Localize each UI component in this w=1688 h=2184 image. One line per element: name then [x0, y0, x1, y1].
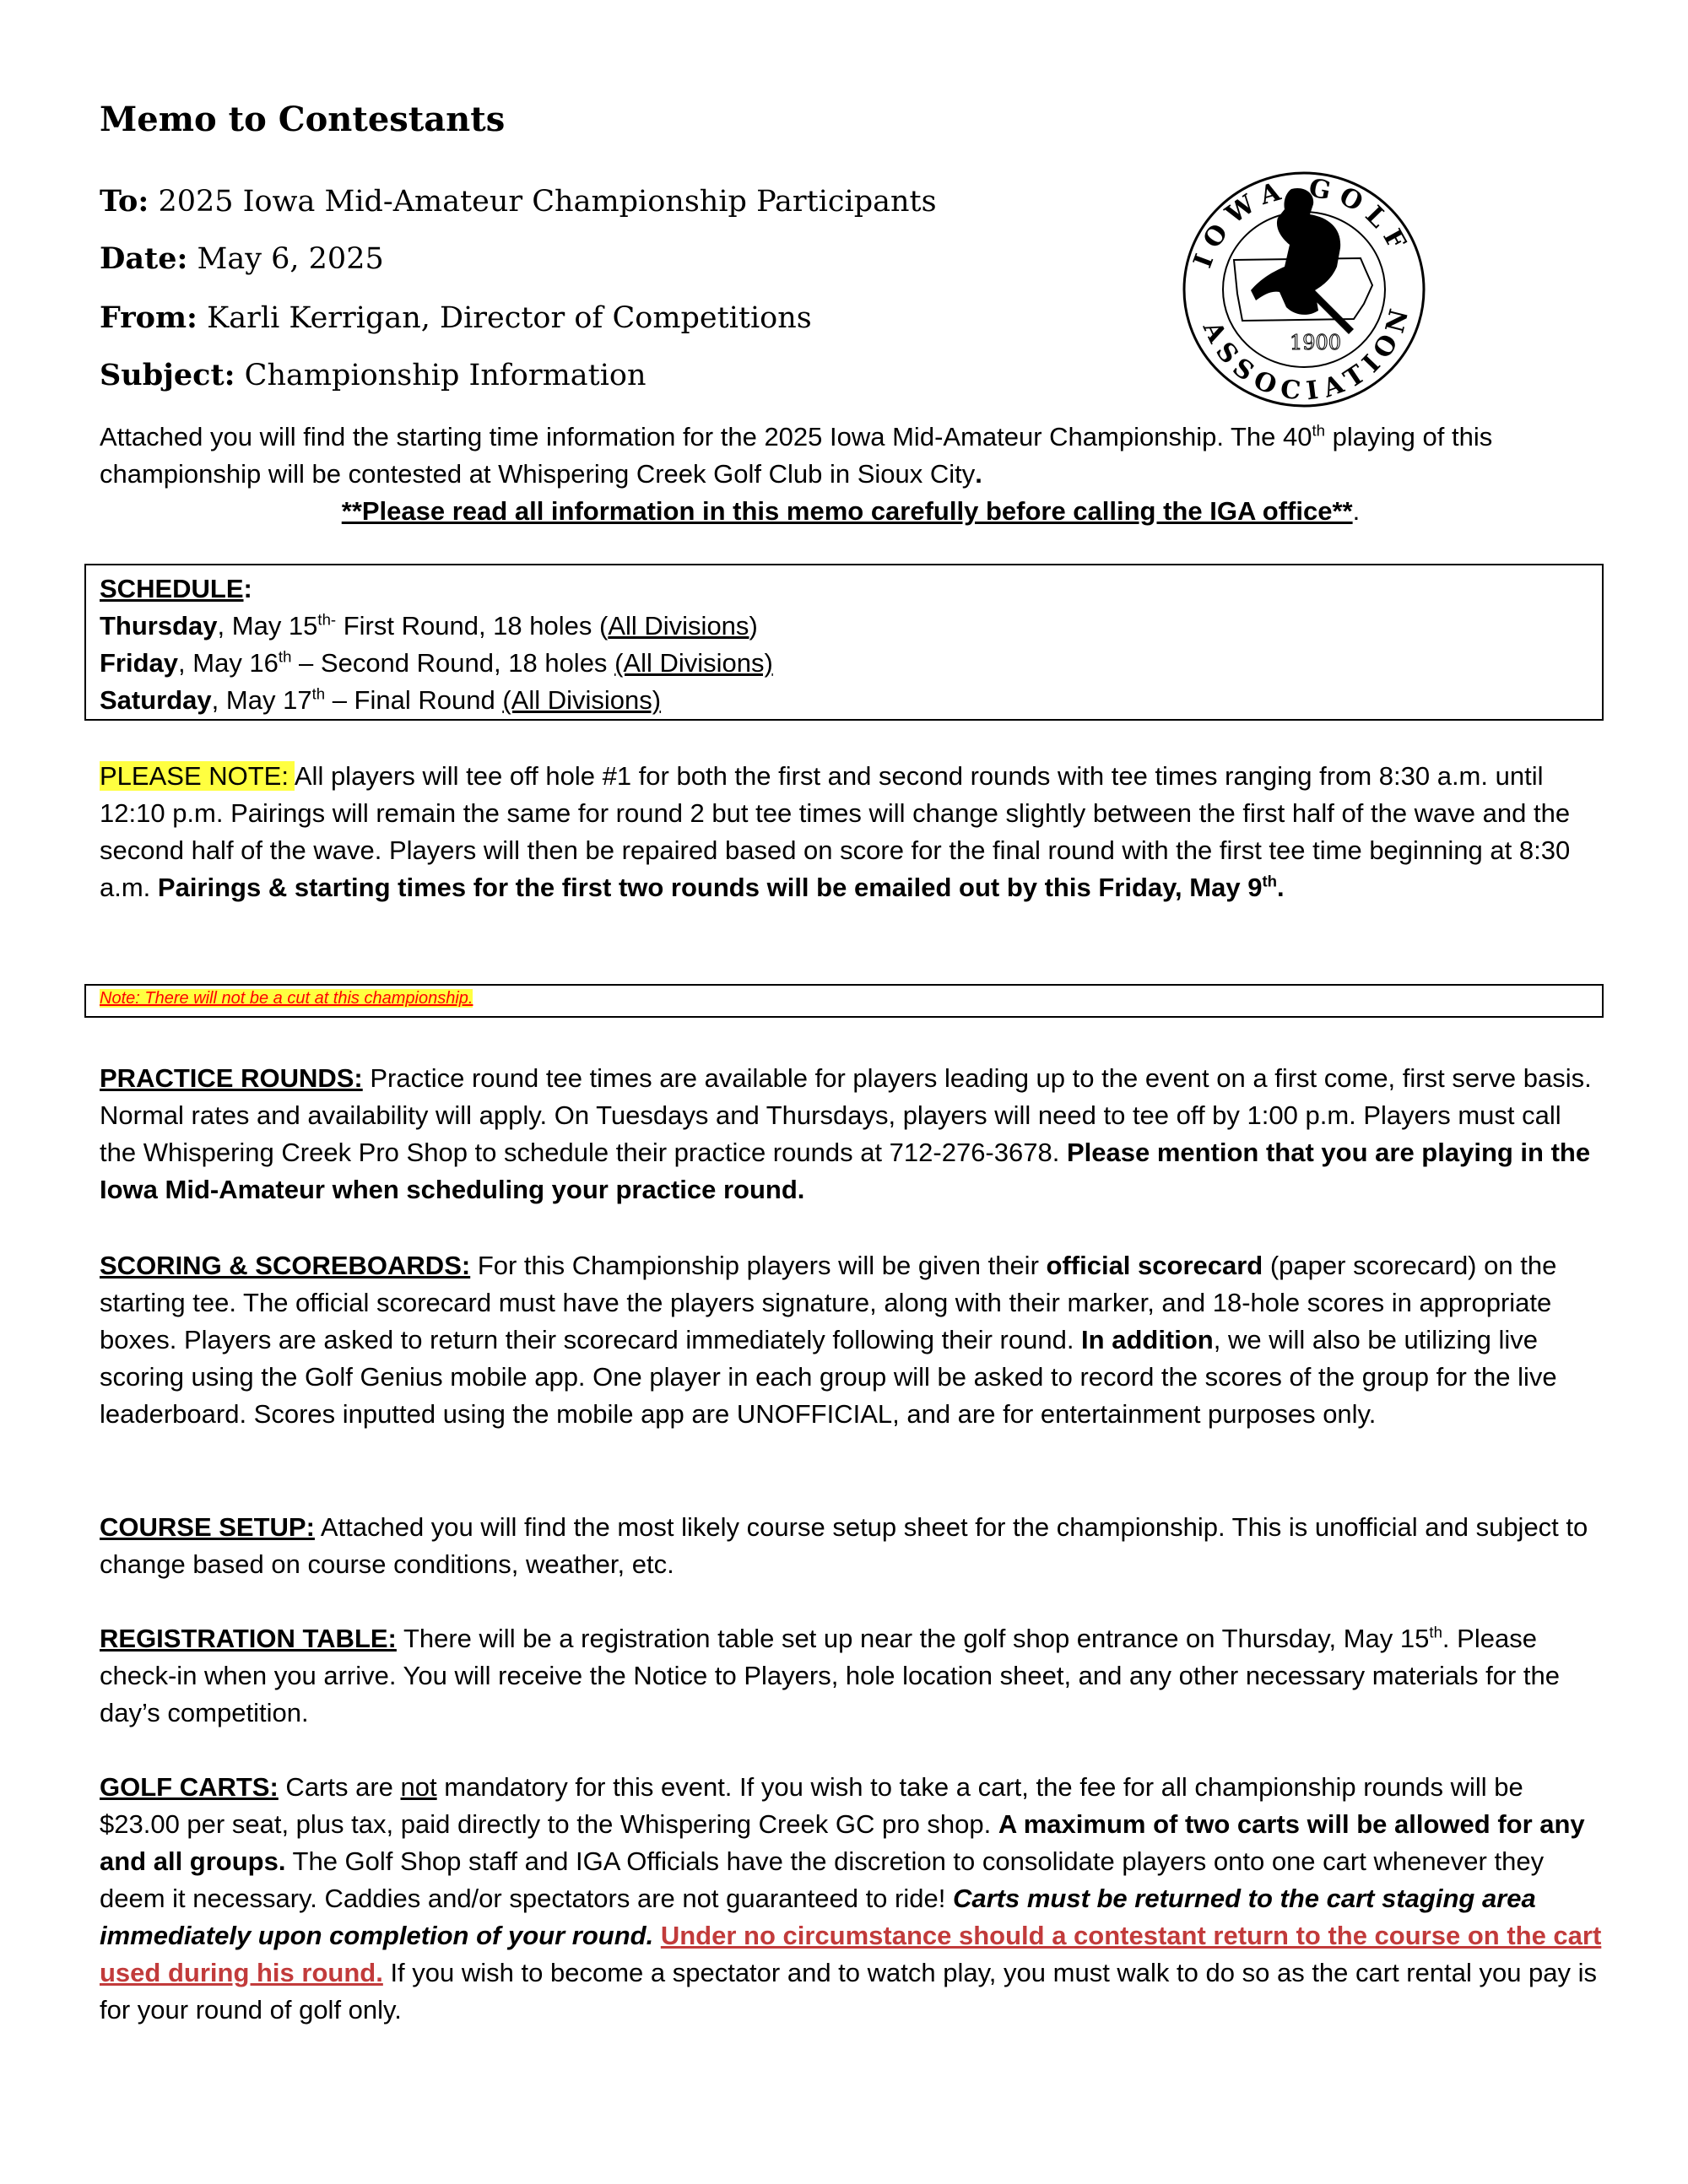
read-notice-text: **Please read all information in this memo carefully before calling the IGA office** [341, 496, 1353, 526]
cut-note-text: Note: There will not be a cut at this championship. [100, 989, 473, 1008]
schedule-day: Saturday [100, 685, 212, 715]
carts-text-3: The Golf Shop staff and IGA Officials have the discretion to consolidate players onto one cart whenever they deem it necessary. Caddies and/or spectators are not guaranteed to ride! [100, 1846, 1545, 1913]
carts-bold-1: A maximum of two carts will be allowed for any and all groups. [100, 1809, 1585, 1876]
logo-text-top: IOWA GOLF [1188, 173, 1415, 273]
from-value: Karli Kerrigan, Director of Competitions [207, 301, 812, 335]
course-setup-heading: COURSE SETUP: [100, 1512, 315, 1542]
schedule-heading: SCHEDULE [100, 574, 244, 603]
schedule-division: All Divisions [608, 611, 749, 641]
scoring-text-3: , we will also be utilizing live scoring using the Golf Genius mobile app. One player in each group will be asked to record the scores of the group for the live leaderboard. Scores inputted using the mobile app are UNOFFICIAL, and are for entertainment purposes only. [100, 1325, 1557, 1429]
carts-not: not [400, 1772, 437, 1802]
schedule-desc: – Second Round, 18 holes [291, 648, 615, 678]
schedule-division: (All Divisions) [502, 685, 662, 715]
carts-heading: GOLF CARTS: [100, 1772, 279, 1802]
scoring-bold-2: In addition [1081, 1325, 1214, 1354]
course-setup-paragraph [100, 1509, 1602, 1583]
read-notice [100, 493, 1602, 530]
schedule-desc: – Final Round [325, 685, 503, 715]
registration-text-1: There will be a registration table set up near the golf shop entrance on Thursday, May 15 [396, 1624, 1430, 1653]
schedule-sup: th [278, 647, 292, 666]
carts-text-2: mandatory for this event. If you wish to take a cart, the fee for all championship rounds will be $23.00 per seat, plus tax, paid directly to the Whispering Creek GC pro shop. [100, 1772, 1523, 1839]
schedule-date: , May 15 [217, 611, 318, 641]
to-value: 2025 Iowa Mid-Amateur Championship Participants [158, 185, 937, 219]
practice-bold: Please mention that you are playing in the Iowa Mid-Amateur when scheduling your practice round. [100, 1138, 1591, 1204]
to-label: To: [100, 184, 149, 219]
date-value: May 6, 2025 [197, 242, 384, 276]
page-title: Memo to Contestants [100, 100, 506, 139]
please-note-bold: Pairings & starting times for the first two rounds will be emailed out by this Friday, May 9 [157, 873, 1263, 902]
iga-logo [1173, 167, 1435, 412]
please-note-label: PLEASE NOTE: [100, 761, 295, 791]
scoring-text-2: (paper scorecard) on the starting tee. The official scorecard must have the players signature, along with their marker, and 18-hole scores in appropriate boxes. Players are asked to return their scorecard immediately following their round. [100, 1251, 1557, 1354]
practice-heading: PRACTICE ROUNDS: [100, 1063, 363, 1093]
cut-note-box [84, 984, 1604, 1018]
schedule-row-friday [100, 645, 1588, 682]
schedule-close: ) [749, 611, 758, 641]
schedule-day: Friday [100, 648, 179, 678]
carts-red-warning: Under no circumstance should a contestant return to the course on the cart used during his round. [100, 1921, 1602, 1987]
carts-bold-italic: Carts must be returned to the cart staging area immediately upon completion of your round. [100, 1884, 1536, 1950]
schedule-date: , May 17 [211, 685, 312, 715]
schedule-row-saturday [100, 682, 1588, 719]
please-note-text: All players will tee off hole #1 for both the first and second rounds with tee times ranging from 8:30 a.m. until 12:10 p.m. Pairings will remain the same for round 2 but tee times will change slightly between the first half of the wave and the second half of the wave. Players will then be repaired based on score for the final round with the first tee time beginning at 8:30 a.m. [100, 761, 1571, 902]
carts-paragraph [100, 1769, 1602, 2029]
date-line [100, 241, 384, 276]
schedule-colon: : [243, 574, 252, 603]
subject-value: Championship Information [244, 359, 647, 392]
course-setup-text: Attached you will find the most likely course setup sheet for the championship. This is unofficial and subject to change based on course conditions, weather, etc. [100, 1512, 1588, 1579]
subject-line [100, 358, 647, 392]
schedule-desc: First Round, 18 holes ( [336, 611, 609, 641]
carts-text-1: Carts are [278, 1772, 401, 1802]
intro-text-2: playing of this championship will be contested at Whispering Creek Golf Club in Sioux City [100, 422, 1493, 489]
read-notice-end: . [1352, 496, 1361, 526]
schedule-date: , May 16 [178, 648, 279, 678]
subject-label: Subject: [100, 358, 235, 392]
from-line [100, 300, 812, 335]
intro-text-1: Attached you will find the starting time information for the 2025 Iowa Mid-Amateur Championship. The 40 [100, 422, 1312, 451]
intro-sup: th [1312, 421, 1326, 440]
scoring-heading: SCORING & SCOREBOARDS: [100, 1251, 471, 1280]
to-line [100, 184, 937, 219]
intro-paragraph [100, 419, 1602, 493]
schedule-sup: th- [317, 610, 337, 629]
schedule-row-thursday [100, 608, 1588, 645]
practice-paragraph [100, 1060, 1602, 1208]
scoring-bold-1: official scorecard [1046, 1251, 1263, 1280]
scoring-text-1: For this Championship players will be given their [470, 1251, 1047, 1280]
schedule-division: (All Divisions) [614, 648, 773, 678]
registration-paragraph [100, 1620, 1602, 1732]
please-note-paragraph [100, 758, 1602, 906]
schedule-sup: th [311, 684, 326, 703]
schedule-day: Thursday [100, 611, 218, 641]
date-label: Date: [100, 241, 188, 276]
please-note-end: . [1277, 873, 1285, 902]
iga-logo-svg [1173, 167, 1435, 412]
registration-sup: th [1429, 1623, 1442, 1641]
registration-heading: REGISTRATION TABLE: [100, 1624, 397, 1653]
registration-text-2: . Please check-in when you arrive. You will receive the Notice to Players, hole location sheet, and any other necessary materials for the day’s competition. [100, 1624, 1561, 1727]
schedule-box [84, 564, 1604, 721]
from-label: From: [100, 300, 197, 335]
logo-text-bottom: ASSOCIATION [1196, 299, 1417, 407]
practice-text: Practice round tee times are available for players leading up to the event on a first come, first serve basis. Normal rates and availability will apply. On Tuesdays and Thursdays, players will need to tee off by 1:00 p.m. Players must call the Whispering Creek Pro Shop to schedule their practice rounds at 712-276-3678. [100, 1063, 1592, 1167]
please-note-sup: th [1262, 872, 1278, 890]
scoring-paragraph [100, 1247, 1602, 1433]
intro-period: . [975, 459, 982, 489]
logo-year: 1900 [1290, 331, 1342, 354]
carts-text-4: If you wish to become a spectator and to watch play, you must walk to do so as the cart rental you pay is for your round of golf only. [100, 1958, 1598, 2025]
